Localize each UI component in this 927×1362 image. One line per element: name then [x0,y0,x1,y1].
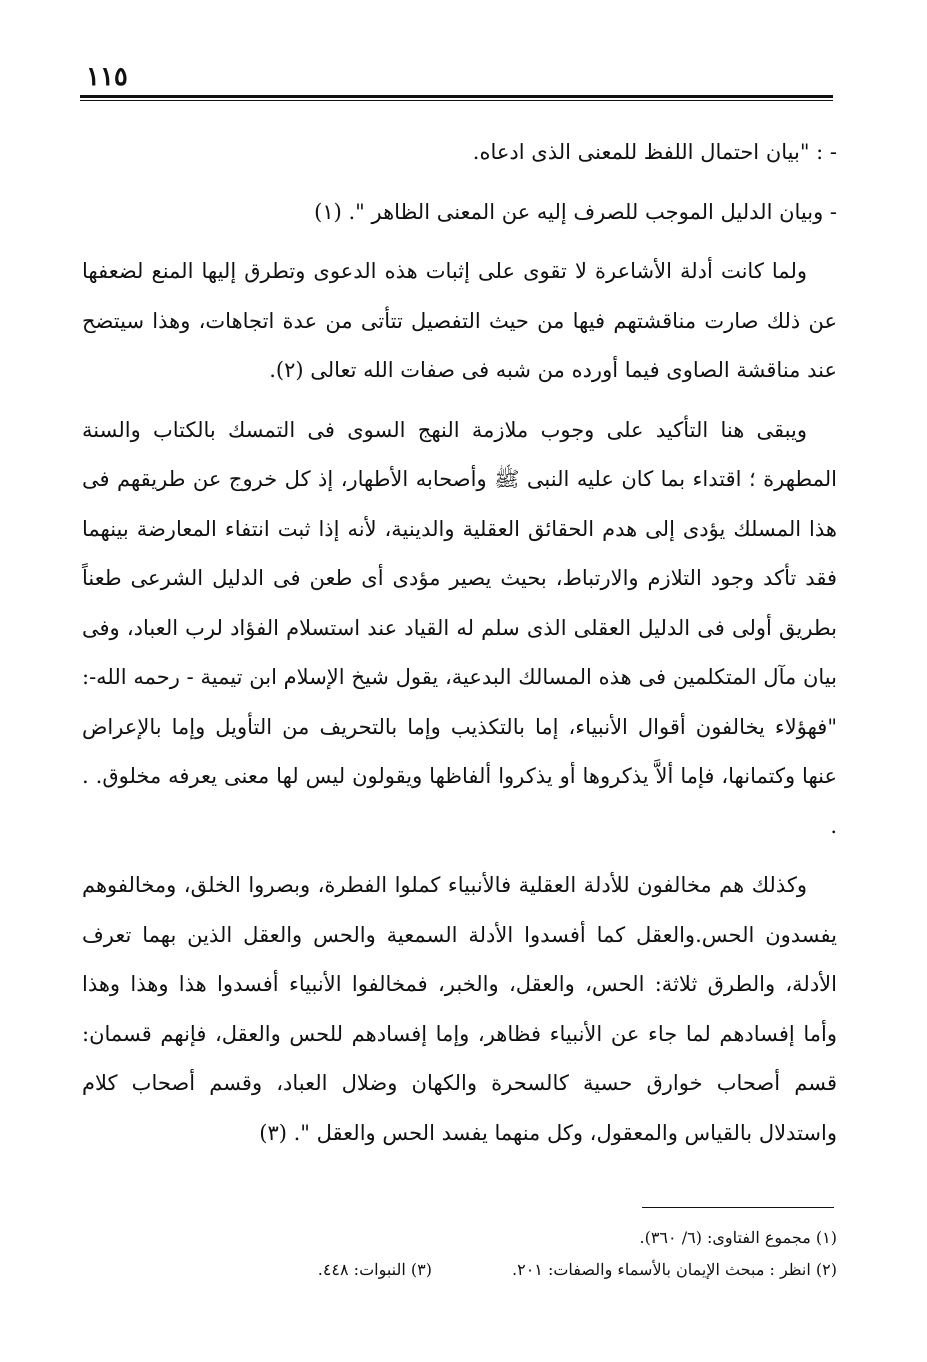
footnote-row-2 [82,1254,837,1286]
footnote-2: (٢) انظر : مبحث الإيمان بالأسماء والصفات: ٢٠١. [512,1260,837,1279]
paragraph-1: ولما كانت أدلة الأشاعرة لا تقوى على إثبات هذه الدعوى وتطرق إليها المنع لضعفها عن ذلك صارت مناقشتهم فيها من حيث التفصيل تتأتى من عدة اتجاهات، وهذا سيتضح عند مناقشة الصاوى فيما أورده من شبه فى صفات الله تعالى (٢). [82,259,837,382]
page-number: ١١٥ [86,62,128,92]
footnotes [82,1222,837,1286]
footnote-3: (٣) النبوات: ٤٤٨. [317,1260,432,1279]
paragraph-2: ويبقى هنا التأكيد على وجوب ملازمة النهج السوى فى التمسك بالكتاب والسنة المطهرة ؛ اقتداء بما كان عليه النبى ﷺ وأصحابه الأطهار، إذ كل خروج عن طريقهم فى هذا المسلك يؤدى إلى هدم الحقائق العقلية والدينية، لأنه إذا ثبت انتفاء المعارضة بينهما فقد تأكد وجود التلازم والارتباط، بحيث يصير مؤدى أى طعن فى الدليل الشرعى طعناً بطريق أولى فى الدليل العقلى الذى سلم له القياد عند استسلام الفؤاد لرب العباد، وفى بيان مآل المتكلمين فى هذه المسالك البدعية، يقول شيخ الإسلام ابن تيمية - رحمه الله-: "فهؤلاء يخالفون أقوال الأنبياء، إما بالتكذيب وإما بالتحريف من التأويل وإما بالإعراض عنها وكتمانها، فإما ألاَّ يذكروها أو يذكروا ألفاظها ويقولون ليس لها معنى يعرفه مخلوق. . . [82,417,838,838]
footnote-1: (١) مجموع الفتاوى: (٦/ ٣٦٠). [639,1228,837,1247]
quote-line-1: - : "بيان احتمال اللفظ للمعنى الذى ادعاه. [472,140,837,164]
quote-line-2: - وبيان الدليل الموجب للصرف إليه عن المعنى الظاهر ". (١) [314,199,837,224]
paragraph-3: وكذلك هم مخالفون للأدلة العقلية فالأنبياء كملوا الفطرة، وبصروا الخلق، ومخالفوهم يفسدون الحس.والعقل كما أفسدوا الأدلة السمعية والحس والعقل الذين بهما تعرف الأدلة، والطرق ثلاثة: الحس، والعقل، والخبر، فمخالفوا الأنبياء أفسدوا هذا وهذا وهذا وأما إفسادهم لما جاء عن الأنبياء فظاهر، وإما إفسادهم للحس والعقل، فإنهم قسمان: قسم أصحاب خوارق حسية كالسحرة والكهان وضلال العباد، وقسم أصحاب كلام واستدلال بالقياس والمعقول، وكل منهما يفسد الحس والعقل ". (٣) [82,873,837,1145]
body-text [82,128,837,1168]
footnote-rule [642,1207,834,1208]
header-rule [80,95,833,101]
